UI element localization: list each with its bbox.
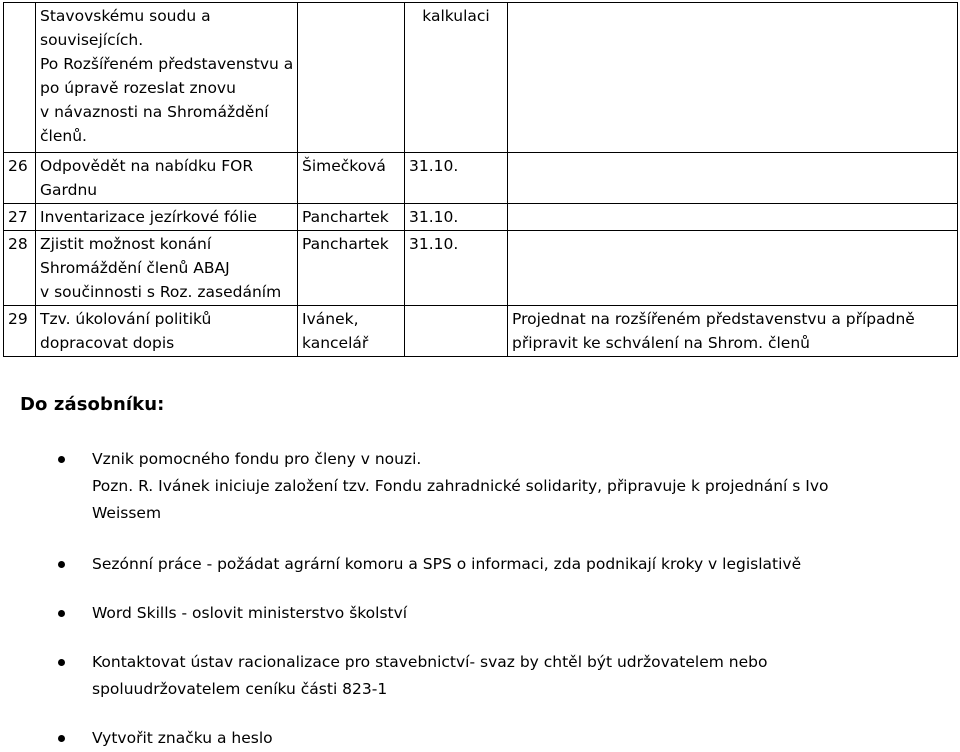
list-item — [52, 551, 932, 578]
task-deadline — [405, 3, 508, 153]
task-description-line: Tzv. úkolování politiků — [40, 310, 212, 328]
task-responsible-line: Ivánek, — [302, 310, 359, 328]
list-item-text: Pozn. R. Ivánek iniciuje založení tzv. Fondu zahradnické solidarity, připravuje k projednání s Ivo — [92, 477, 829, 495]
task-responsible-line: kancelář — [302, 334, 369, 352]
tasks-table — [3, 2, 958, 357]
task-description-line: dopracovat dopis — [40, 334, 175, 352]
task-description-line: členů. — [40, 127, 87, 145]
list-item-text: Word Skills - oslovit ministerstvo školství — [92, 604, 408, 622]
backlog-list — [52, 446, 932, 752]
table-row — [4, 306, 958, 357]
list-item-text: Vytvořit značku a heslo — [92, 729, 273, 747]
list-item — [52, 446, 932, 527]
bullet-icon — [58, 659, 65, 666]
task-deadline-line: 31.10. — [409, 235, 459, 253]
task-deadline-line: kalkulaci — [422, 7, 490, 25]
task-responsible — [298, 3, 405, 153]
task-description-line: v návaznosti na Shromáždění — [40, 103, 269, 121]
task-deadline — [405, 306, 508, 357]
task-note — [508, 204, 958, 231]
task-number — [4, 3, 36, 153]
task-number: 29 — [4, 306, 36, 357]
task-note-line: připravit ke schválení na Shrom. členů — [512, 334, 810, 352]
task-description-line: Inventarizace jezírkové fólie — [40, 208, 258, 226]
list-item — [52, 600, 932, 627]
table-row — [4, 204, 958, 231]
task-deadline — [405, 231, 508, 306]
task-description-line: Shromáždění členů ABAJ — [40, 259, 230, 277]
task-responsible — [298, 231, 405, 306]
bullet-icon — [58, 561, 65, 568]
task-responsible — [298, 153, 405, 204]
list-item-text: Sezónní práce - požádat agrární komoru a SPS o informaci, zda podnikají kroky v legislativě — [92, 555, 802, 573]
task-number: 28 — [4, 231, 36, 306]
task-number: 27 — [4, 204, 36, 231]
list-item-text: spoluudržovatelem ceníku části 823-1 — [92, 680, 388, 698]
task-description-line: souvisejících. — [40, 31, 144, 49]
bullet-icon — [58, 610, 65, 617]
bullet-icon — [58, 735, 65, 742]
task-note — [508, 3, 958, 153]
list-item-text: Weissem — [92, 504, 162, 522]
task-description-line: Zjistit možnost konání — [40, 235, 212, 253]
task-note — [508, 153, 958, 204]
task-description — [36, 204, 298, 231]
table-row — [4, 3, 958, 153]
task-description — [36, 231, 298, 306]
task-description — [36, 306, 298, 357]
task-responsible — [298, 204, 405, 231]
task-responsible-line: Panchartek — [302, 235, 389, 253]
table-row — [4, 153, 958, 204]
bullet-icon — [58, 456, 65, 463]
backlog-title: Do zásobníku: — [20, 394, 165, 415]
task-note-line: Projednat na rozšířeném představenstvu a případně — [512, 310, 915, 328]
list-item-text: Vznik pomocného fondu pro členy v nouzi. — [92, 450, 422, 468]
list-item — [52, 649, 932, 703]
task-responsible-line: Šimečková — [302, 157, 386, 175]
table-row — [4, 231, 958, 306]
task-deadline-line: 31.10. — [409, 157, 459, 175]
list-item-text: Kontaktovat ústav racionalizace pro stavebnictví- svaz by chtěl být udržovatelem nebo — [92, 653, 768, 671]
task-note — [508, 231, 958, 306]
task-number: 26 — [4, 153, 36, 204]
task-description-line: po úpravě rozeslat znovu — [40, 79, 236, 97]
task-description-line: Odpovědět na nabídku FOR — [40, 157, 254, 175]
task-description — [36, 153, 298, 204]
task-responsible — [298, 306, 405, 357]
task-description — [36, 3, 298, 153]
task-description-line: v součinnosti s Roz. zasedáním — [40, 283, 282, 301]
tasks-table-body — [4, 3, 958, 357]
task-description-line: Po Rozšířeném představenstvu a — [40, 55, 294, 73]
task-description-line: Gardnu — [40, 181, 98, 199]
task-deadline — [405, 204, 508, 231]
task-description-line: Stavovskému soudu a — [40, 7, 211, 25]
task-note — [508, 306, 958, 357]
task-deadline — [405, 153, 508, 204]
task-deadline-line: 31.10. — [409, 208, 459, 226]
task-responsible-line: Panchartek — [302, 208, 389, 226]
